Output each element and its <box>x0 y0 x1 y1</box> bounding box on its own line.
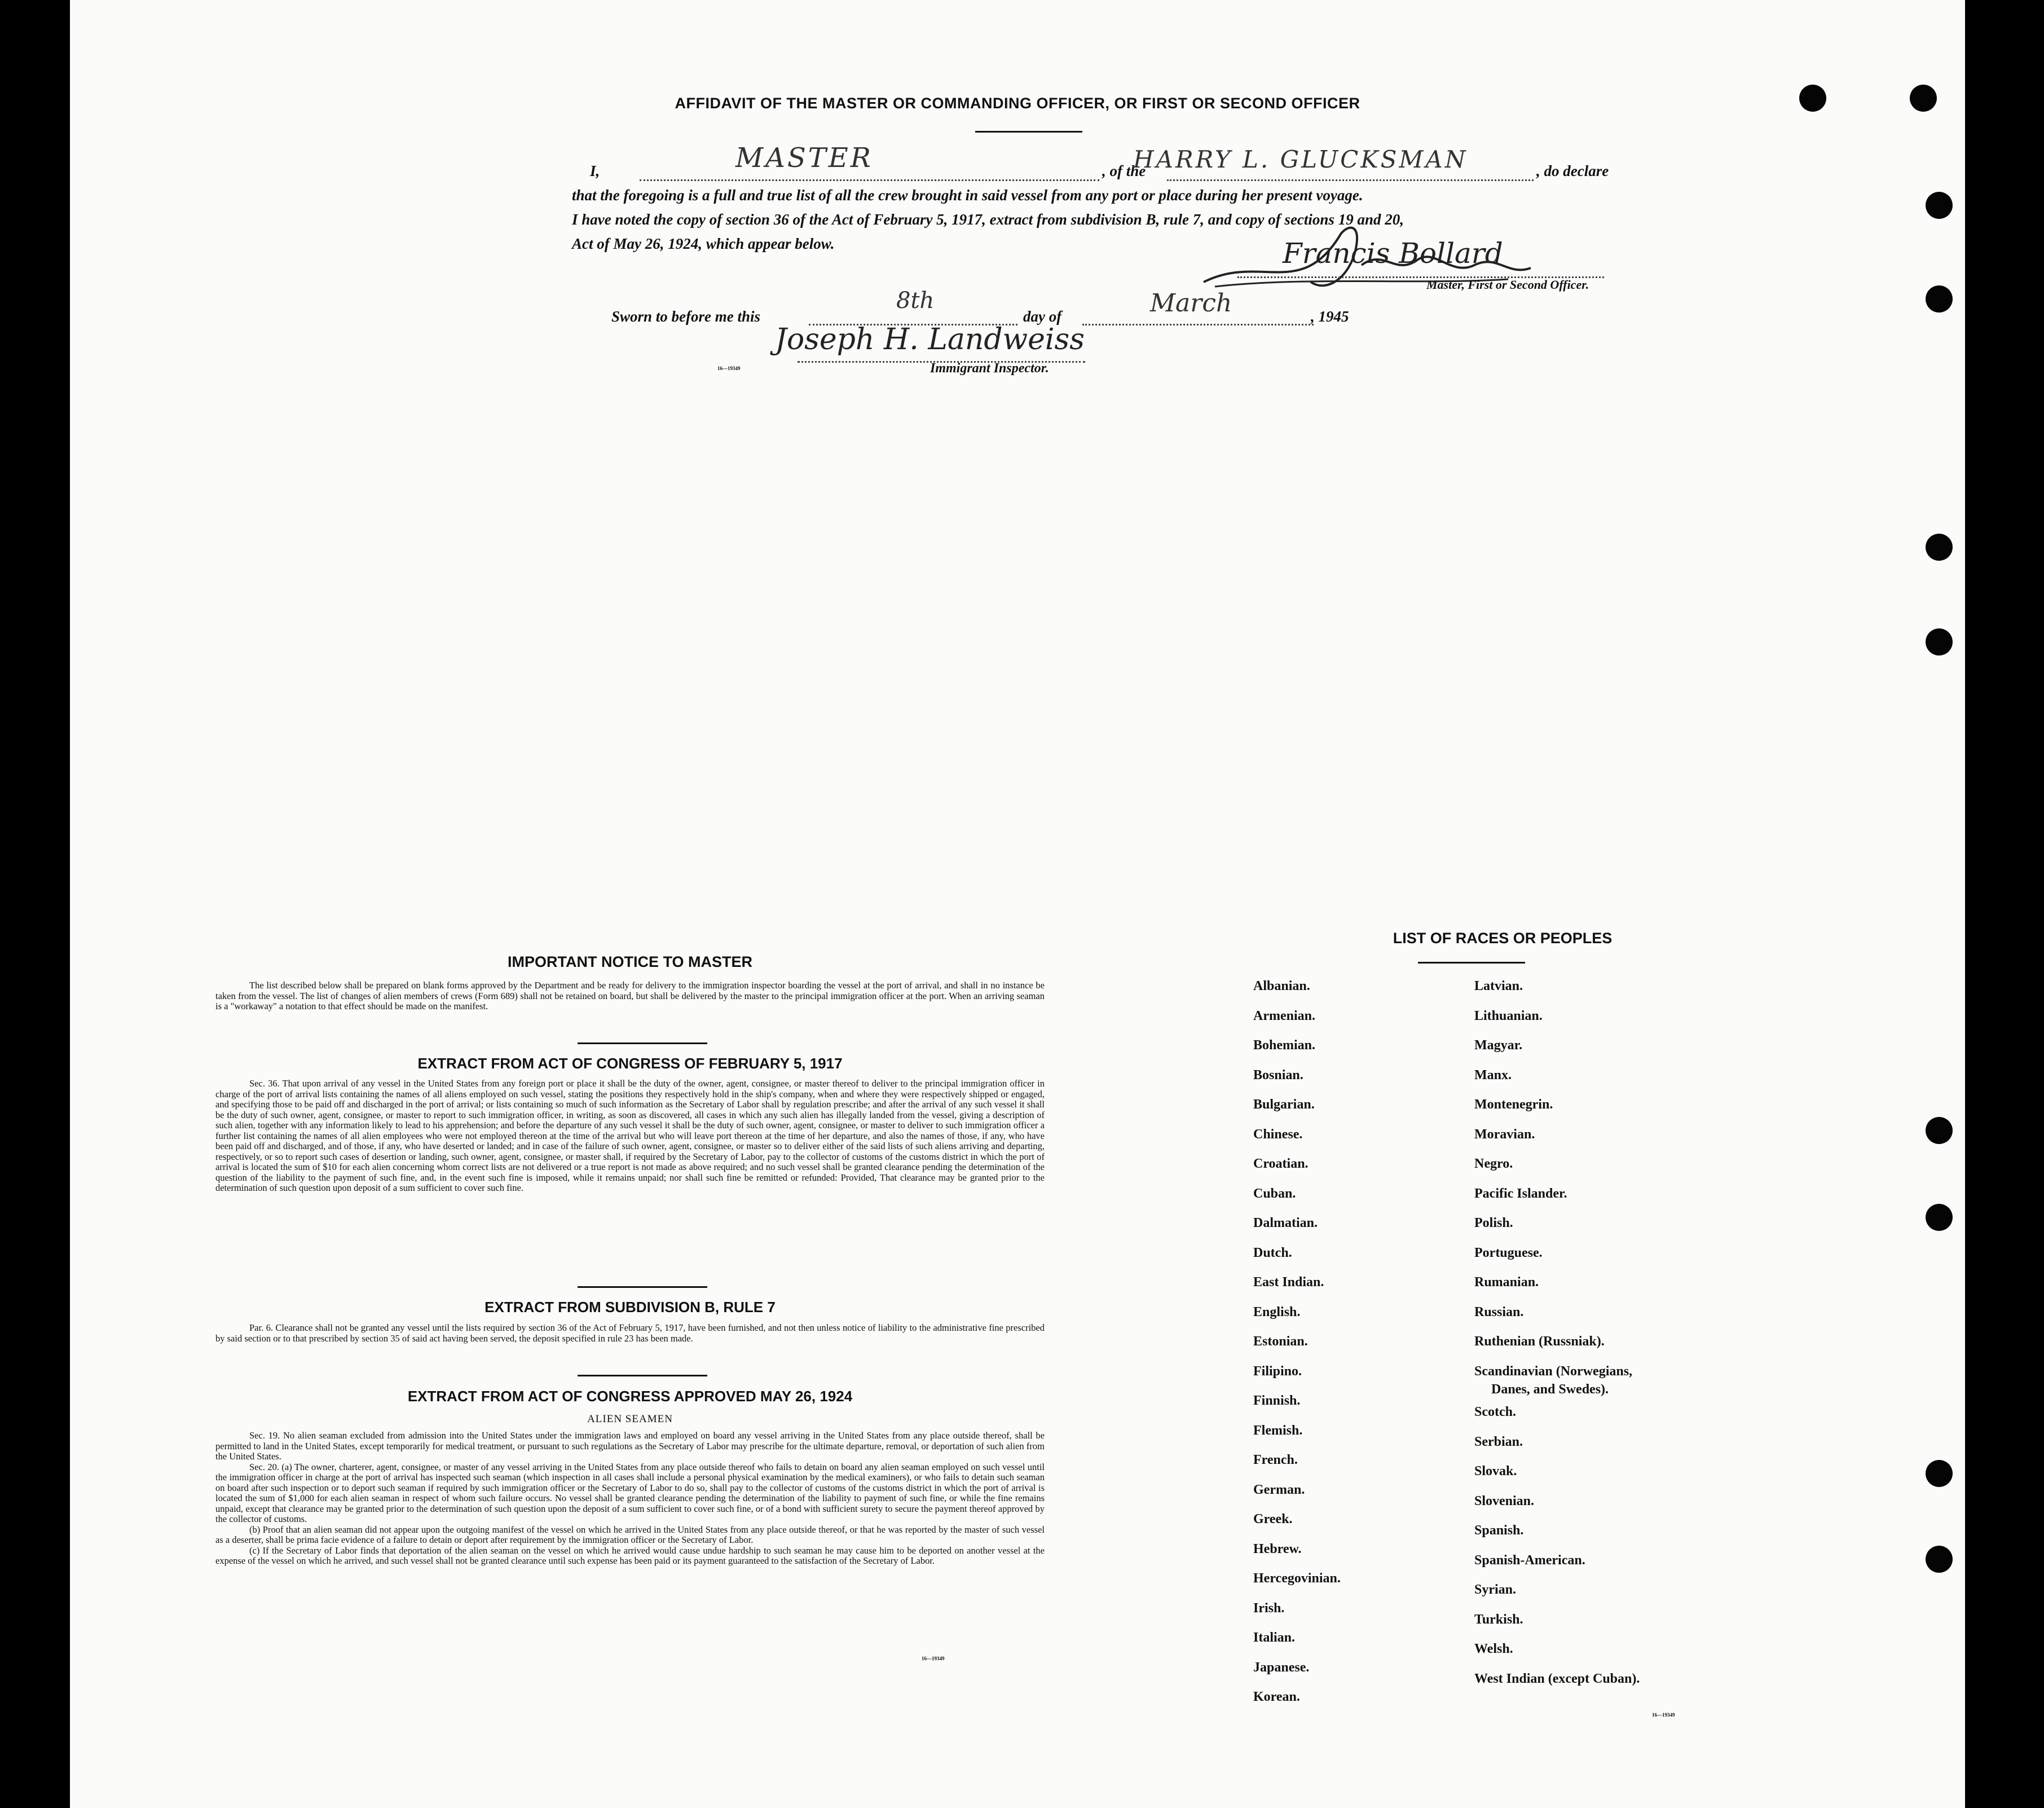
officer-title-handwritten: MASTER <box>735 142 873 174</box>
punch-hole <box>1926 192 1953 219</box>
race-item: Finnish. <box>1253 1393 1301 1408</box>
race-item: Syrian. <box>1474 1582 1517 1597</box>
race-item: Slovenian. <box>1474 1493 1535 1508</box>
race-item: Danes, and Swedes). <box>1491 1382 1609 1397</box>
extract-1917-divider <box>578 1286 707 1288</box>
extract-1924-subtitle: ALIEN SEAMEN <box>587 1413 673 1425</box>
races-divider <box>1418 962 1525 964</box>
rule-7-title: EXTRACT FROM SUBDIVISION B, RULE 7 <box>484 1299 776 1316</box>
race-item: Spanish-American. <box>1474 1552 1585 1568</box>
sworn-month-line <box>1082 324 1314 325</box>
punch-hole <box>1926 1460 1953 1487</box>
punch-hole <box>1926 534 1953 561</box>
punch-hole <box>1926 628 1953 656</box>
race-item: Pacific Islander. <box>1474 1186 1567 1201</box>
race-item: Rumanian. <box>1474 1275 1539 1290</box>
sworn-day-label: day of <box>1023 308 1062 325</box>
master-signature: Francis Bollard <box>1283 237 1503 270</box>
punch-hole <box>1926 1117 1953 1144</box>
race-item: Greek. <box>1253 1512 1293 1527</box>
extract-1917-title: EXTRACT FROM ACT OF CONGRESS OF FEBRUARY 5, 1917 <box>417 1055 843 1072</box>
race-item: Estonian. <box>1253 1334 1308 1349</box>
race-item: Slovak. <box>1474 1464 1517 1479</box>
affidavit-form-number: 16—19349 <box>717 366 741 371</box>
notice-body: The list described below shall be prepared on blank forms approved by the Department and be ready for delivery to the immigration inspector boarding the vessel at the port of arrival, and shall in no instance be taken from the vessel. The list of changes of alien members of crews (Form 689) shall not be retained on board, but shall be delivered by the master to the principal immigration officer at the port. When an arriving seaman is a "workaway" a notation to that effect should be made on the manifest. <box>215 980 1045 1011</box>
race-item: Moravian. <box>1474 1127 1535 1142</box>
notice-title: IMPORTANT NOTICE TO MASTER <box>508 953 752 970</box>
inspector-caption: Immigrant Inspector. <box>930 361 1049 376</box>
race-item: Hebrew. <box>1253 1541 1302 1556</box>
sec-20b-text: (b) Proof that an alien seaman did not appear upon the outgoing manifest of the vessel on which he arrived in the United States from any place outside thereof, or that he was reported by the master of such vessel as a deserter, shall be prima facie evidence of a failure to detain or deport after requirement by the immigration officer or the Secretary of Labor. <box>215 1524 1045 1545</box>
sec-20c-text: (c) If the Secretary of Labor finds that deportation of the alien seaman on the vessel on which he arrived would cause undue hardship to such seaman he may cause him to be deported on another vessel at the expense of the vessel on which he arrived, and such vessel shall not be granted clearance until such expense has been paid or its payment guaranteed to the satisfaction of the Secretary of Labor. <box>215 1545 1045 1566</box>
race-item: Filipino. <box>1253 1363 1302 1379</box>
race-item: Chinese. <box>1253 1127 1303 1142</box>
sec-19-text: Sec. 19. No alien seaman excluded from admission into the United States under the immigration laws and employed on board any vessel arriving in the United States from any place outside thereof, shall be permitted to land in the United States, except temporarily for medical treatment, or pursuant to such regulations as the Secretary of Labor may prescribe for the ultimate departure, removal, or deportation of such alien from the United States. <box>215 1430 1045 1462</box>
race-item: Armenian. <box>1253 1008 1315 1023</box>
race-item: Latvian. <box>1474 979 1523 993</box>
race-item: Cuban. <box>1253 1186 1296 1201</box>
race-item: Italian. <box>1253 1630 1296 1645</box>
race-item: Albanian. <box>1253 979 1310 993</box>
declaration-prefix: I, <box>590 162 600 179</box>
sec-20a-text: Sec. 20. (a) The owner, charterer, agent, consignee, or master of any vessel arriving in the United States from any place outside thereof who fails to detain on board any alien seaman employed on such vessel until the immigration officer in charge at the port of arrival has inspected such seaman (which inspection in all cases shall include a personal physical examination by the medical examiners), or who fails to detain such seaman on board after such inspection or to deport such seaman if required by such immigration officer or the Secretary of Labor to do so, shall pay to the collector of customs of the customs district in which the port of arrival is located the sum of $1,000 for each alien seaman in respect of whom such failure occurs. No vessel shall be granted clearance pending the determination of the liability to payment of such fine, or while the fine remains unpaid, except that clearance may be granted prior to the determination of such question upon the deposit of a sum sufficient to cover such fine, or of a bond with sufficient surety to secure the payment thereof approved by the collector of customs. <box>215 1461 1045 1524</box>
race-item: Serbian. <box>1474 1434 1523 1449</box>
race-item: Bohemian. <box>1253 1038 1316 1053</box>
declaration-line-2: that the foregoing is a full and true list of all the crew brought in said vessel from any port or place during her present voyage. <box>572 187 1363 204</box>
race-item: Lithuanian. <box>1474 1008 1543 1023</box>
race-item: West Indian (except Cuban). <box>1474 1671 1640 1686</box>
races-title: LIST OF RACES OR PEOPLES <box>1393 930 1613 947</box>
title-divider <box>975 131 1082 133</box>
race-item: Spanish. <box>1474 1523 1524 1538</box>
race-item: Ruthenian (Russniak). <box>1474 1334 1605 1349</box>
races-form-number: 16—19349 <box>1652 1712 1675 1718</box>
extract-1924-body <box>215 1431 1045 1567</box>
race-item: Dutch. <box>1253 1245 1292 1260</box>
sworn-prefix: Sworn to before me this <box>611 308 761 325</box>
declaration-do-declare: , do declare <box>1536 162 1609 179</box>
declaration-of-the: , of the <box>1102 162 1146 179</box>
race-item: Welsh. <box>1474 1642 1513 1656</box>
race-item: Turkish. <box>1474 1612 1523 1627</box>
race-item: Bulgarian. <box>1253 1097 1315 1112</box>
inspector-signature: Joseph H. Landweiss <box>775 323 1085 357</box>
race-item: English. <box>1253 1304 1301 1319</box>
sworn-day-handwritten: 8th <box>896 288 935 314</box>
declaration-line-3: I have noted the copy of section 36 of the Act of February 5, 1917, extract from subdivision B, rule 7, and copy of sections 19 and 20, <box>572 211 1404 228</box>
race-item: Scandinavian (Norwegians, <box>1474 1363 1633 1379</box>
punch-hole <box>1926 1546 1953 1573</box>
officer-title-line <box>640 179 1099 181</box>
punch-hole <box>1926 1204 1953 1231</box>
punch-hole <box>1926 285 1953 313</box>
race-item: Croatian. <box>1253 1156 1309 1171</box>
sworn-year: , 1945 <box>1311 308 1349 325</box>
vessel-name-line <box>1167 179 1534 181</box>
race-item: Portuguese. <box>1474 1245 1543 1260</box>
race-item: Bosnian. <box>1253 1067 1303 1083</box>
extract-form-number: 16—19349 <box>922 1656 945 1661</box>
race-item: Magyar. <box>1474 1038 1523 1053</box>
extract-1924-title: EXTRACT FROM ACT OF CONGRESS APPROVED MAY 26, 1924 <box>407 1388 853 1405</box>
sworn-month-handwritten: March <box>1150 289 1232 318</box>
affidavit-title: AFFIDAVIT OF THE MASTER OR COMMANDING OFFICER, OR FIRST OR SECOND OFFICER <box>675 95 1360 112</box>
race-item: Scotch. <box>1474 1405 1516 1419</box>
race-item: East Indian. <box>1253 1275 1324 1290</box>
race-item: Manx. <box>1474 1067 1512 1083</box>
vessel-name-handwritten: HARRY L. GLUCKSMAN <box>1133 146 1468 173</box>
race-item: Hercegovinian. <box>1253 1571 1341 1586</box>
notice-divider <box>578 1042 707 1044</box>
race-item: Dalmatian. <box>1253 1216 1318 1230</box>
race-item: German. <box>1253 1482 1305 1497</box>
race-item: Irish. <box>1253 1600 1285 1616</box>
declaration-line-4: Act of May 26, 1924, which appear below. <box>572 235 835 252</box>
extract-1917-body: Sec. 36. That upon arrival of any vessel in the United States from any foreign port or place it shall be the duty of the owner, agent, consignee, or master thereof to deliver to the principal immigration officer in charge of the port of arrival lists containing the names of all aliens employed on such vessel, stating the positions they respectively hold in the ship's company, when and where they were respectively shipped or engaged, and specifying those to be paid off and discharged in the port of arrival; or lists containing so much of such information as the Secretary of Labor shall by regulation prescribe; and after the arrival of any such vessel it shall be the duty of such owner, agent, consignee, or master to report to such immigration officer, in writing, as soon as discovered, all cases in which any such alien has illegally landed from the vessel, giving a description of such alien, together with any information likely to lead to his apprehension; and before the departure of any such vessel it shall be the duty of such owner, agent, consignee, or master to deliver to such immigration officer a further list containing the names of all alien employees who were not employed thereon at the time of the arrival but who will leave port thereon at the time of her departure, and also the names of those, if any, who have been paid off and discharged, and of those, if any, who have deserted or landed; and in case of the failure of such owner, agent, consignee, or master so to deliver either of the said lists of such aliens arriving and departing, respectively, or so to report such cases of desertion or landing, such owner, agent, consignee, or master shall, if required by the Secretary of Labor, pay to the collector of customs of the customs district in which the port of arrival is located the sum of $10 for each alien concerning whom correct lists are not delivered or a true report is not made as above required; and no such vessel shall be granted clearance pending the determination of the question of the liability to the payment of such fine, and, in the event such fine is imposed, while it remains unpaid; nor shall such fine be remitted or refunded: Provided, That clearance may be granted prior to the determination of such question upon deposit of a sum sufficient to cover such fine. <box>215 1078 1045 1193</box>
race-item: Russian. <box>1474 1304 1524 1319</box>
race-item: Flemish. <box>1253 1423 1303 1438</box>
race-item: Negro. <box>1474 1156 1513 1171</box>
race-item: Montenegrin. <box>1474 1097 1553 1112</box>
race-item: Japanese. <box>1253 1660 1310 1675</box>
race-item: Polish. <box>1474 1216 1513 1230</box>
master-caption: Master, First or Second Officer. <box>1426 278 1589 292</box>
race-item: Korean. <box>1253 1690 1300 1704</box>
rule-7-divider <box>578 1375 707 1376</box>
rule-7-body: Par. 6. Clearance shall not be granted any vessel until the lists required by section 36 of the Act of February 5, 1917, have been furnished, and not then unless notice of liability to the administrative fine prescribed by said section or to that prescribed by section 35 of said act having been served, the deposit specified in rule 23 has been made. <box>215 1322 1045 1344</box>
document-page <box>70 0 1965 1808</box>
race-item: French. <box>1253 1453 1298 1467</box>
